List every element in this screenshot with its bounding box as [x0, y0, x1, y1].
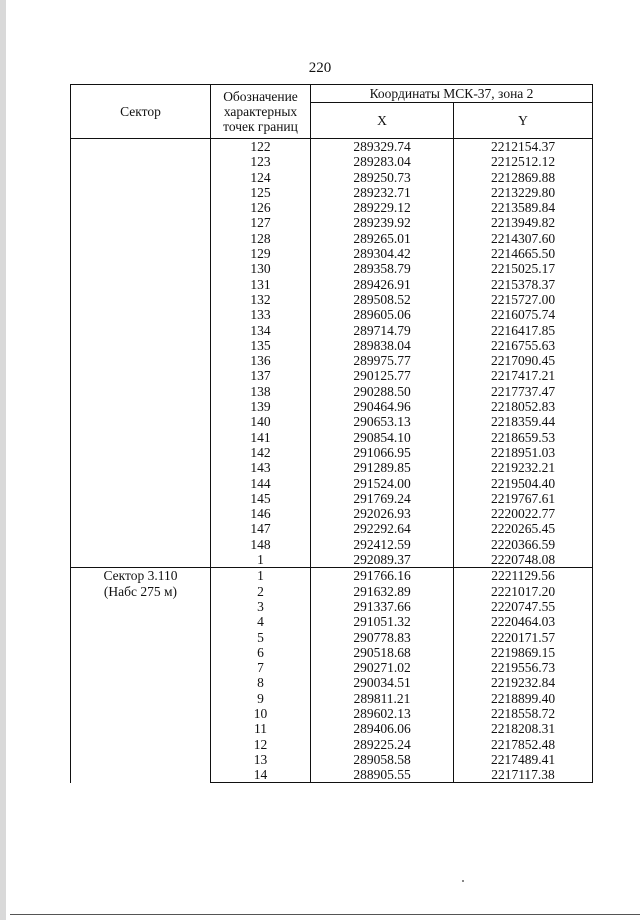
x-coordinate-cell: 292089.37 — [311, 552, 454, 568]
point-id-cell: 8 — [211, 675, 311, 690]
point-id-cell: 5 — [211, 630, 311, 645]
point-id-cell: 1 — [211, 552, 311, 568]
y-coordinate-cell: 2217489.41 — [454, 752, 593, 767]
y-coordinate-cell: 2219232.84 — [454, 675, 593, 690]
point-id-cell: 123 — [211, 154, 311, 169]
x-coordinate-cell: 292026.93 — [311, 506, 454, 521]
x-coordinate-cell: 288905.55 — [311, 767, 454, 783]
y-coordinate-cell: 2218359.44 — [454, 414, 593, 429]
point-id-cell: 124 — [211, 170, 311, 185]
point-id-cell: 131 — [211, 277, 311, 292]
y-coordinate-cell: 2220748.08 — [454, 552, 593, 568]
point-id-cell: 132 — [211, 292, 311, 307]
x-coordinate-cell: 289811.21 — [311, 691, 454, 706]
y-coordinate-cell: 2218659.53 — [454, 430, 593, 445]
point-id-cell: 12 — [211, 737, 311, 752]
x-coordinate-cell: 291524.00 — [311, 476, 454, 491]
point-id-cell: 130 — [211, 261, 311, 276]
y-coordinate-cell: 2218052.83 — [454, 399, 593, 414]
y-coordinate-cell: 2212154.37 — [454, 139, 593, 155]
x-coordinate-cell: 291766.16 — [311, 568, 454, 584]
sector-cell — [71, 139, 211, 568]
point-id-cell: 148 — [211, 537, 311, 552]
point-id-cell: 146 — [211, 506, 311, 521]
point-id-cell: 137 — [211, 368, 311, 383]
y-coordinate-cell: 2216417.85 — [454, 323, 593, 338]
x-coordinate-cell: 289406.06 — [311, 721, 454, 736]
y-coordinate-cell: 2219504.40 — [454, 476, 593, 491]
point-id-cell: 125 — [211, 185, 311, 200]
point-id-cell: 128 — [211, 231, 311, 246]
y-coordinate-cell: 2219767.61 — [454, 491, 593, 506]
point-id-cell: 7 — [211, 660, 311, 675]
y-coordinate-cell: 2220171.57 — [454, 630, 593, 645]
x-coordinate-cell: 292292.64 — [311, 521, 454, 536]
point-id-cell: 129 — [211, 246, 311, 261]
y-coordinate-cell: 2221017.20 — [454, 584, 593, 599]
y-coordinate-cell: 2215378.37 — [454, 277, 593, 292]
point-id-cell: 10 — [211, 706, 311, 721]
point-id-cell: 144 — [211, 476, 311, 491]
x-coordinate-cell: 289605.06 — [311, 307, 454, 322]
y-coordinate-cell: 2219869.15 — [454, 645, 593, 660]
page-number: 220 — [308, 60, 332, 76]
point-id-cell: 3 — [211, 599, 311, 614]
scan-speck — [462, 880, 464, 882]
x-coordinate-cell: 291632.89 — [311, 584, 454, 599]
header-y: Y — [454, 103, 593, 139]
point-id-cell: 122 — [211, 139, 311, 155]
point-id-cell: 133 — [211, 307, 311, 322]
x-coordinate-cell: 289714.79 — [311, 323, 454, 338]
x-coordinate-cell: 289058.58 — [311, 752, 454, 767]
point-id-cell: 4 — [211, 614, 311, 629]
y-coordinate-cell: 2217852.48 — [454, 737, 593, 752]
x-coordinate-cell: 290778.83 — [311, 630, 454, 645]
point-id-cell: 9 — [211, 691, 311, 706]
header-x: X — [311, 103, 454, 139]
point-id-cell: 134 — [211, 323, 311, 338]
header-coordinates: Координаты МСК-37, зона 2 — [311, 85, 593, 103]
x-coordinate-cell: 290464.96 — [311, 399, 454, 414]
point-id-cell: 138 — [211, 384, 311, 399]
x-coordinate-cell: 289426.91 — [311, 277, 454, 292]
y-coordinate-cell: 2217737.47 — [454, 384, 593, 399]
y-coordinate-cell: 2214307.60 — [454, 231, 593, 246]
x-coordinate-cell: 289229.12 — [311, 200, 454, 215]
x-coordinate-cell: 289975.77 — [311, 353, 454, 368]
y-coordinate-cell: 2214665.50 — [454, 246, 593, 261]
y-coordinate-cell: 2213589.84 — [454, 200, 593, 215]
point-id-cell: 1 — [211, 568, 311, 584]
x-coordinate-cell: 289225.24 — [311, 737, 454, 752]
point-id-cell: 136 — [211, 353, 311, 368]
table-row — [71, 139, 593, 155]
point-id-cell: 147 — [211, 521, 311, 536]
x-coordinate-cell: 290034.51 — [311, 675, 454, 690]
x-coordinate-cell: 289232.71 — [311, 185, 454, 200]
x-coordinate-cell: 289602.13 — [311, 706, 454, 721]
y-coordinate-cell: 2212869.88 — [454, 170, 593, 185]
x-coordinate-cell: 291051.32 — [311, 614, 454, 629]
sector-cell — [71, 568, 211, 783]
x-coordinate-cell: 289265.01 — [311, 231, 454, 246]
x-coordinate-cell: 291337.66 — [311, 599, 454, 614]
y-coordinate-cell: 2220464.03 — [454, 614, 593, 629]
point-id-cell: 139 — [211, 399, 311, 414]
y-coordinate-cell: 2221129.56 — [454, 568, 593, 584]
x-coordinate-cell: 290271.02 — [311, 660, 454, 675]
table-body — [71, 139, 593, 783]
coordinates-table — [70, 84, 593, 783]
point-id-cell: 142 — [211, 445, 311, 460]
point-id-cell: 11 — [211, 721, 311, 736]
point-id-cell: 13 — [211, 752, 311, 767]
point-id-cell: 140 — [211, 414, 311, 429]
y-coordinate-cell: 2212512.12 — [454, 154, 593, 169]
y-coordinate-cell: 2219556.73 — [454, 660, 593, 675]
table-row — [71, 568, 593, 584]
x-coordinate-cell: 289838.04 — [311, 338, 454, 353]
y-coordinate-cell: 2216755.63 — [454, 338, 593, 353]
y-coordinate-cell: 2215025.17 — [454, 261, 593, 276]
point-id-cell: 127 — [211, 215, 311, 230]
point-id-cell: 6 — [211, 645, 311, 660]
y-coordinate-cell: 2218899.40 — [454, 691, 593, 706]
point-id-cell: 14 — [211, 767, 311, 783]
point-id-cell: 141 — [211, 430, 311, 445]
x-coordinate-cell: 290518.68 — [311, 645, 454, 660]
x-coordinate-cell: 289304.42 — [311, 246, 454, 261]
point-id-cell: 126 — [211, 200, 311, 215]
x-coordinate-cell: 291289.85 — [311, 460, 454, 475]
x-coordinate-cell: 289358.79 — [311, 261, 454, 276]
point-id-cell: 143 — [211, 460, 311, 475]
y-coordinate-cell: 2213229.80 — [454, 185, 593, 200]
x-coordinate-cell: 290854.10 — [311, 430, 454, 445]
point-id-cell: 2 — [211, 584, 311, 599]
y-coordinate-cell: 2218208.31 — [454, 721, 593, 736]
x-coordinate-cell: 292412.59 — [311, 537, 454, 552]
y-coordinate-cell: 2213949.82 — [454, 215, 593, 230]
x-coordinate-cell: 291769.24 — [311, 491, 454, 506]
sector-altitude: (Набс 275 м) — [103, 584, 178, 600]
scan-edge — [0, 0, 6, 920]
y-coordinate-cell: 2219232.21 — [454, 460, 593, 475]
x-coordinate-cell: 290288.50 — [311, 384, 454, 399]
x-coordinate-cell: 290653.13 — [311, 414, 454, 429]
y-coordinate-cell: 2217417.21 — [454, 368, 593, 383]
y-coordinate-cell: 2220366.59 — [454, 537, 593, 552]
x-coordinate-cell: 290125.77 — [311, 368, 454, 383]
x-coordinate-cell: 291066.95 — [311, 445, 454, 460]
header-sector: Сектор — [71, 85, 211, 139]
y-coordinate-cell: 2220022.77 — [454, 506, 593, 521]
point-id-cell: 135 — [211, 338, 311, 353]
point-id-cell: 145 — [211, 491, 311, 506]
scan-bottom-edge — [10, 914, 640, 915]
x-coordinate-cell: 289283.04 — [311, 154, 454, 169]
header-point: Обозначение характерных точек границ — [211, 85, 311, 139]
x-coordinate-cell: 289329.74 — [311, 139, 454, 155]
sector-label: Сектор 3.110 — [103, 568, 178, 584]
y-coordinate-cell: 2220747.55 — [454, 599, 593, 614]
y-coordinate-cell: 2215727.00 — [454, 292, 593, 307]
y-coordinate-cell: 2220265.45 — [454, 521, 593, 536]
x-coordinate-cell: 289250.73 — [311, 170, 454, 185]
y-coordinate-cell: 2217090.45 — [454, 353, 593, 368]
y-coordinate-cell: 2217117.38 — [454, 767, 593, 783]
x-coordinate-cell: 289239.92 — [311, 215, 454, 230]
y-coordinate-cell: 2218951.03 — [454, 445, 593, 460]
y-coordinate-cell: 2216075.74 — [454, 307, 593, 322]
y-coordinate-cell: 2218558.72 — [454, 706, 593, 721]
x-coordinate-cell: 289508.52 — [311, 292, 454, 307]
